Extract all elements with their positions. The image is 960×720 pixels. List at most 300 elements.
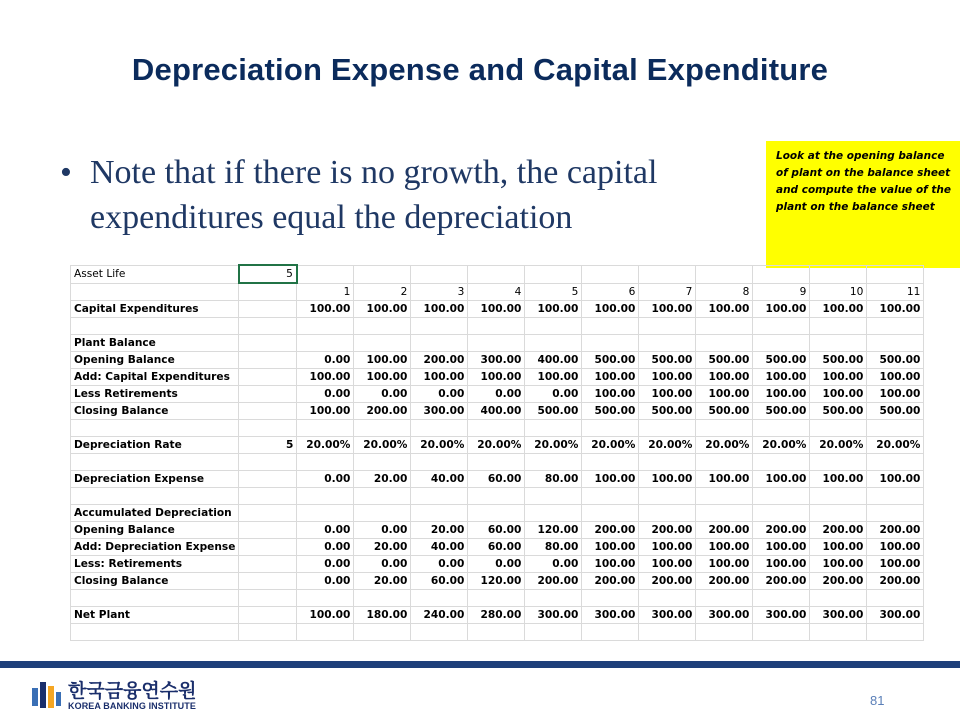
asset-life-label[interactable]: Asset Life [71, 265, 239, 283]
column-header-7[interactable]: 7 [639, 283, 696, 301]
spreadsheet-cell[interactable]: 0.00 [468, 386, 525, 403]
spreadsheet-cell[interactable] [354, 505, 411, 522]
spreadsheet-cell[interactable]: 500.00 [696, 403, 753, 420]
spreadsheet-cell[interactable]: 100.00 [297, 403, 354, 420]
spreadsheet-cell[interactable] [71, 283, 239, 301]
spreadsheet-row [71, 539, 924, 556]
spreadsheet-cell[interactable]: 100.00 [639, 471, 696, 488]
spreadsheet-cell[interactable]: 200.00 [639, 522, 696, 539]
spreadsheet-cell[interactable] [411, 590, 468, 607]
spreadsheet-cell[interactable] [810, 590, 867, 607]
spreadsheet-cell[interactable] [468, 454, 525, 471]
spreadsheet-cell[interactable]: 0.00 [354, 556, 411, 573]
spreadsheet-row [71, 488, 924, 505]
row-side-value[interactable] [239, 352, 297, 369]
spreadsheet-row [71, 369, 924, 386]
spreadsheet-cell[interactable] [696, 624, 753, 641]
spreadsheet-cell[interactable]: 100.00 [525, 301, 582, 318]
row-side-value[interactable] [239, 624, 297, 641]
spreadsheet-cell[interactable]: 280.00 [468, 607, 525, 624]
spreadsheet-row [71, 454, 924, 471]
spreadsheet-cell[interactable]: 100.00 [297, 301, 354, 318]
row-side-value[interactable] [239, 488, 297, 505]
logo-english-text: KOREA BANKING INSTITUTE [68, 701, 196, 711]
spreadsheet-cell[interactable] [696, 454, 753, 471]
spreadsheet-cell[interactable]: 100.00 [525, 369, 582, 386]
spreadsheet-cell[interactable]: 200.00 [696, 522, 753, 539]
spreadsheet-cell[interactable]: 200.00 [810, 573, 867, 590]
spreadsheet-cell[interactable] [297, 488, 354, 505]
spreadsheet-cell[interactable] [753, 454, 810, 471]
spreadsheet-cell[interactable]: 300.00 [753, 607, 810, 624]
spreadsheet-cell[interactable]: 20.00 [354, 573, 411, 590]
spreadsheet-cell[interactable]: 60.00 [468, 539, 525, 556]
spreadsheet-cell[interactable] [810, 335, 867, 352]
spreadsheet-cell[interactable] [525, 420, 582, 437]
row-label[interactable]: Less: Retirements [71, 556, 239, 573]
spreadsheet-cell[interactable] [639, 454, 696, 471]
spreadsheet-cell[interactable]: 100.00 [582, 369, 639, 386]
row-side-value[interactable] [239, 590, 297, 607]
logo-korean-text: 한국금융연수원 [68, 680, 197, 702]
spreadsheet-cell[interactable]: 100.00 [810, 471, 867, 488]
row-side-value[interactable] [239, 454, 297, 471]
spreadsheet-cell[interactable]: 20.00% [639, 437, 696, 454]
spreadsheet-cell[interactable]: 500.00 [639, 352, 696, 369]
spreadsheet-cell[interactable]: 100.00 [867, 556, 924, 573]
spreadsheet-row [71, 624, 924, 641]
spreadsheet-row [71, 318, 924, 335]
page-number: 81 [870, 693, 885, 708]
spreadsheet-cell[interactable] [753, 505, 810, 522]
spreadsheet-cell[interactable]: 0.00 [297, 539, 354, 556]
spreadsheet-cell[interactable] [354, 624, 411, 641]
spreadsheet-cell[interactable]: 0.00 [411, 556, 468, 573]
spreadsheet-cell[interactable]: 200.00 [753, 522, 810, 539]
spreadsheet-cell[interactable] [411, 454, 468, 471]
column-header-4[interactable]: 4 [468, 283, 525, 301]
spreadsheet-cell[interactable]: 500.00 [753, 352, 810, 369]
spreadsheet-cell[interactable] [468, 335, 525, 352]
spreadsheet-cell[interactable]: 500.00 [810, 403, 867, 420]
row-label[interactable]: Accumulated Depreciation [71, 505, 239, 522]
spreadsheet-cell[interactable]: 100.00 [810, 369, 867, 386]
spreadsheet-cell[interactable] [297, 505, 354, 522]
row-label[interactable]: Add: Depreciation Expense [71, 539, 239, 556]
spreadsheet-cell[interactable]: 0.00 [297, 573, 354, 590]
spreadsheet-cell[interactable] [639, 335, 696, 352]
spreadsheet-cell[interactable] [582, 335, 639, 352]
row-side-value[interactable]: 5 [239, 437, 297, 454]
spreadsheet-cell[interactable]: 100.00 [753, 556, 810, 573]
spreadsheet-cell[interactable] [867, 318, 924, 335]
spreadsheet-cell[interactable] [867, 335, 924, 352]
spreadsheet-cell[interactable]: 20.00% [867, 437, 924, 454]
spreadsheet-cell[interactable] [411, 335, 468, 352]
asset-life-input[interactable]: 5 [239, 265, 297, 283]
spreadsheet-cell[interactable] [354, 335, 411, 352]
spreadsheet-cell[interactable] [468, 488, 525, 505]
row-side-value[interactable] [239, 522, 297, 539]
spreadsheet-cell[interactable]: 500.00 [639, 403, 696, 420]
spreadsheet-cell[interactable]: 100.00 [867, 386, 924, 403]
spreadsheet-cell[interactable] [468, 590, 525, 607]
spreadsheet-cell[interactable] [696, 318, 753, 335]
spreadsheet-cell[interactable]: 100.00 [810, 301, 867, 318]
spreadsheet-row [71, 386, 924, 403]
column-header-5[interactable]: 5 [525, 283, 582, 301]
spreadsheet-cell[interactable] [696, 488, 753, 505]
spreadsheet-cell[interactable] [354, 488, 411, 505]
spreadsheet-cell[interactable] [411, 624, 468, 641]
spreadsheet-cell[interactable]: 500.00 [525, 403, 582, 420]
spreadsheet-cell[interactable] [525, 505, 582, 522]
spreadsheet-cell[interactable] [525, 318, 582, 335]
spreadsheet-cell[interactable] [639, 488, 696, 505]
logo-mark-icon [30, 678, 62, 712]
spreadsheet-cell[interactable]: 0.00 [297, 556, 354, 573]
spreadsheet-cell[interactable]: 100.00 [696, 471, 753, 488]
spreadsheet-cell[interactable] [867, 624, 924, 641]
spreadsheet-cell[interactable] [696, 420, 753, 437]
row-label[interactable]: Depreciation Expense [71, 471, 239, 488]
spreadsheet-cell[interactable]: 100.00 [696, 556, 753, 573]
spreadsheet-cell[interactable]: 400.00 [525, 352, 582, 369]
spreadsheet-cell[interactable]: 200.00 [867, 573, 924, 590]
spreadsheet-cell[interactable]: 0.00 [297, 386, 354, 403]
spreadsheet-cell[interactable] [810, 624, 867, 641]
spreadsheet-cell[interactable] [753, 335, 810, 352]
spreadsheet-row [71, 590, 924, 607]
column-header-2[interactable]: 2 [354, 283, 411, 301]
spreadsheet-cell[interactable]: 100.00 [297, 607, 354, 624]
spreadsheet-row [71, 505, 924, 522]
spreadsheet-cell[interactable]: 0.00 [525, 556, 582, 573]
spreadsheet-cell[interactable]: 80.00 [525, 539, 582, 556]
spreadsheet-cell[interactable] [582, 420, 639, 437]
spreadsheet-cell[interactable] [867, 420, 924, 437]
row-side-value[interactable] [239, 318, 297, 335]
spreadsheet-cell[interactable] [297, 590, 354, 607]
spreadsheet-cell[interactable] [582, 590, 639, 607]
spreadsheet-cell[interactable] [525, 454, 582, 471]
spreadsheet-cell[interactable]: 300.00 [696, 607, 753, 624]
spreadsheet-cell[interactable]: 0.00 [525, 386, 582, 403]
spreadsheet-cell[interactable] [468, 624, 525, 641]
spreadsheet-cell[interactable] [867, 505, 924, 522]
row-label[interactable]: Closing Balance [71, 403, 239, 420]
spreadsheet-cell[interactable] [696, 505, 753, 522]
spreadsheet-cell[interactable] [696, 335, 753, 352]
spreadsheet-cell[interactable]: 100.00 [582, 471, 639, 488]
spreadsheet-cell[interactable]: 200.00 [867, 522, 924, 539]
spreadsheet-cell[interactable]: 100.00 [354, 352, 411, 369]
spreadsheet-cell[interactable] [753, 488, 810, 505]
spreadsheet-cell[interactable]: 100.00 [810, 386, 867, 403]
spreadsheet-cell[interactable]: 100.00 [468, 369, 525, 386]
spreadsheet-cell[interactable] [810, 505, 867, 522]
row-label[interactable] [71, 420, 239, 437]
spreadsheet-cell[interactable]: 100.00 [810, 556, 867, 573]
spreadsheet-cell[interactable] [810, 454, 867, 471]
spreadsheet-cell[interactable]: 60.00 [468, 522, 525, 539]
spreadsheet-cell[interactable]: 80.00 [525, 471, 582, 488]
spreadsheet-cell[interactable]: 300.00 [525, 607, 582, 624]
spreadsheet-cell[interactable]: 500.00 [696, 352, 753, 369]
row-label[interactable]: Add: Capital Expenditures [71, 369, 239, 386]
spreadsheet-cell[interactable] [468, 420, 525, 437]
spreadsheet-cell[interactable]: 100.00 [354, 369, 411, 386]
spreadsheet-cell[interactable]: 200.00 [582, 522, 639, 539]
spreadsheet-body [71, 265, 924, 641]
spreadsheet-cell[interactable]: 100.00 [411, 301, 468, 318]
spreadsheet-cell[interactable]: 200.00 [411, 352, 468, 369]
spreadsheet-cell[interactable]: 240.00 [411, 607, 468, 624]
row-label[interactable]: Closing Balance [71, 573, 239, 590]
spreadsheet-cell[interactable] [582, 624, 639, 641]
spreadsheet-cell[interactable]: 500.00 [753, 403, 810, 420]
row-label[interactable] [71, 488, 239, 505]
column-header-1[interactable]: 1 [297, 283, 354, 301]
spreadsheet-cell[interactable]: 200.00 [582, 573, 639, 590]
row-side-value[interactable] [239, 556, 297, 573]
spreadsheet-cell[interactable]: 20.00 [411, 522, 468, 539]
row-label[interactable]: Net Plant [71, 607, 239, 624]
spreadsheet-cell[interactable] [639, 624, 696, 641]
spreadsheet-cell[interactable] [411, 420, 468, 437]
spreadsheet-cell[interactable]: 100.00 [867, 539, 924, 556]
spreadsheet-cell[interactable]: 120.00 [468, 573, 525, 590]
spreadsheet-cell[interactable] [867, 454, 924, 471]
row-label[interactable]: Plant Balance [71, 335, 239, 352]
spreadsheet-cell[interactable]: 20.00% [297, 437, 354, 454]
spreadsheet-cell[interactable] [468, 318, 525, 335]
spreadsheet-cell[interactable] [582, 488, 639, 505]
row-side-value[interactable] [239, 301, 297, 318]
spreadsheet-cell[interactable]: 100.00 [867, 369, 924, 386]
spreadsheet-cell[interactable] [582, 505, 639, 522]
spreadsheet-row [71, 335, 924, 352]
spreadsheet-cell[interactable]: 300.00 [867, 607, 924, 624]
spreadsheet-cell[interactable] [354, 318, 411, 335]
spreadsheet-cell[interactable]: 20.00 [354, 539, 411, 556]
spreadsheet-cell[interactable] [582, 318, 639, 335]
column-header-6[interactable]: 6 [582, 283, 639, 301]
row-label[interactable]: Capital Expenditures [71, 301, 239, 318]
spreadsheet-cell[interactable]: 200.00 [525, 573, 582, 590]
spreadsheet-cell[interactable]: 100.00 [696, 369, 753, 386]
spreadsheet-cell[interactable] [639, 318, 696, 335]
spreadsheet-cell[interactable] [867, 590, 924, 607]
spreadsheet-cell[interactable]: 100.00 [582, 539, 639, 556]
row-label[interactable] [71, 624, 239, 641]
spreadsheet-cell[interactable]: 60.00 [468, 471, 525, 488]
spreadsheet-cell[interactable]: 500.00 [582, 352, 639, 369]
spreadsheet-cell[interactable]: 100.00 [696, 386, 753, 403]
spreadsheet-cell[interactable]: 180.00 [354, 607, 411, 624]
spreadsheet-cell[interactable] [639, 420, 696, 437]
spreadsheet-cell[interactable]: 40.00 [411, 471, 468, 488]
spreadsheet-cell[interactable]: 100.00 [582, 386, 639, 403]
column-header-3[interactable]: 3 [411, 283, 468, 301]
spreadsheet-cell[interactable]: 500.00 [810, 352, 867, 369]
spreadsheet-cell[interactable] [810, 420, 867, 437]
spreadsheet-row-asset-life [71, 265, 924, 283]
spreadsheet-cell[interactable]: 0.00 [297, 352, 354, 369]
spreadsheet-cell[interactable] [639, 505, 696, 522]
spreadsheet-cell[interactable] [297, 420, 354, 437]
spreadsheet-cell[interactable]: 100.00 [582, 301, 639, 318]
spreadsheet-cell[interactable] [297, 318, 354, 335]
spreadsheet-cell[interactable]: 20.00% [753, 437, 810, 454]
spreadsheet-cell[interactable]: 120.00 [525, 522, 582, 539]
bullet-icon: • [60, 154, 72, 191]
row-side-value[interactable] [239, 420, 297, 437]
spreadsheet-cell[interactable] [468, 505, 525, 522]
spreadsheet-cell[interactable]: 0.00 [354, 386, 411, 403]
row-label[interactable] [71, 454, 239, 471]
spreadsheet-cell[interactable]: 300.00 [810, 607, 867, 624]
spreadsheet-cell[interactable]: 20.00% [525, 437, 582, 454]
spreadsheet-cell[interactable]: 100.00 [753, 369, 810, 386]
spreadsheet-cell[interactable]: 100.00 [582, 556, 639, 573]
spreadsheet-cell[interactable]: 100.00 [354, 301, 411, 318]
spreadsheet-cell[interactable]: 20.00% [354, 437, 411, 454]
spreadsheet-cell[interactable] [753, 590, 810, 607]
row-side-value[interactable] [239, 386, 297, 403]
spreadsheet-cell[interactable] [297, 624, 354, 641]
spreadsheet-cell[interactable] [354, 454, 411, 471]
spreadsheet-row [71, 420, 924, 437]
spreadsheet-cell[interactable]: 20.00% [810, 437, 867, 454]
row-label[interactable]: Depreciation Rate [71, 437, 239, 454]
spreadsheet-cell[interactable]: 100.00 [639, 301, 696, 318]
spreadsheet-cell[interactable]: 400.00 [468, 403, 525, 420]
spreadsheet-cell[interactable] [867, 488, 924, 505]
spreadsheet-cell[interactable]: 100.00 [753, 301, 810, 318]
spreadsheet-cell[interactable]: 0.00 [297, 471, 354, 488]
spreadsheet-cell[interactable]: 100.00 [867, 301, 924, 318]
row-side-value[interactable] [239, 403, 297, 420]
row-label[interactable]: Opening Balance [71, 352, 239, 369]
spreadsheet-cell[interactable]: 0.00 [468, 556, 525, 573]
spreadsheet-cell[interactable] [525, 624, 582, 641]
spreadsheet-cell[interactable]: 300.00 [468, 352, 525, 369]
spreadsheet-cell[interactable]: 500.00 [582, 403, 639, 420]
spreadsheet-cell[interactable]: 100.00 [753, 539, 810, 556]
spreadsheet-cell[interactable]: 100.00 [639, 386, 696, 403]
spreadsheet-cell[interactable] [753, 318, 810, 335]
column-header-8[interactable]: 8 [696, 283, 753, 301]
spreadsheet-row [71, 556, 924, 573]
spreadsheet-cell[interactable]: 20.00% [411, 437, 468, 454]
spreadsheet-cell[interactable]: 100.00 [297, 369, 354, 386]
spreadsheet-cell[interactable]: 200.00 [696, 573, 753, 590]
spreadsheet-cell[interactable]: 0.00 [411, 386, 468, 403]
spreadsheet-cell[interactable] [354, 590, 411, 607]
sticky-note: Look at the opening balance of plant on the balance sheet and compute the value of the plant on the balance sheet [766, 141, 960, 268]
row-label[interactable] [71, 590, 239, 607]
spreadsheet-cell[interactable]: 200.00 [753, 573, 810, 590]
spreadsheet-cell[interactable] [810, 488, 867, 505]
spreadsheet-cell[interactable] [239, 283, 297, 301]
spreadsheet-cell[interactable]: 200.00 [354, 403, 411, 420]
spreadsheet-cell[interactable]: 100.00 [753, 386, 810, 403]
row-side-value[interactable] [239, 471, 297, 488]
spreadsheet-cell[interactable]: 0.00 [297, 522, 354, 539]
column-header-10[interactable]: 10 [810, 283, 867, 301]
spreadsheet-cell[interactable] [525, 488, 582, 505]
row-label[interactable]: Opening Balance [71, 522, 239, 539]
spreadsheet-cell[interactable] [525, 590, 582, 607]
korea-banking-institute-logo [30, 676, 220, 716]
row-label[interactable]: Less Retirements [71, 386, 239, 403]
spreadsheet-cell[interactable]: 300.00 [639, 607, 696, 624]
spreadsheet-row [71, 573, 924, 590]
spreadsheet-cell[interactable] [753, 624, 810, 641]
spreadsheet-cell[interactable]: 500.00 [867, 403, 924, 420]
spreadsheet-cell[interactable] [753, 420, 810, 437]
spreadsheet-cell[interactable]: 60.00 [411, 573, 468, 590]
spreadsheet-cell[interactable]: 300.00 [411, 403, 468, 420]
spreadsheet-cell[interactable]: 500.00 [867, 352, 924, 369]
spreadsheet-cell[interactable]: 100.00 [753, 471, 810, 488]
row-side-value[interactable] [239, 539, 297, 556]
spreadsheet-cell[interactable] [411, 505, 468, 522]
row-side-value[interactable] [239, 573, 297, 590]
spreadsheet-cell[interactable]: 100.00 [468, 301, 525, 318]
row-side-value[interactable] [239, 335, 297, 352]
spreadsheet-cell[interactable]: 100.00 [696, 301, 753, 318]
spreadsheet-cell[interactable]: 20.00 [354, 471, 411, 488]
spreadsheet-row [71, 437, 924, 454]
spreadsheet-cell[interactable]: 100.00 [696, 539, 753, 556]
spreadsheet-cell[interactable] [696, 590, 753, 607]
row-side-value[interactable] [239, 369, 297, 386]
spreadsheet-row [71, 352, 924, 369]
spreadsheet-row [71, 403, 924, 420]
spreadsheet-cell[interactable] [411, 488, 468, 505]
spreadsheet-cell[interactable] [525, 335, 582, 352]
spreadsheet-cell[interactable]: 300.00 [582, 607, 639, 624]
column-header-11[interactable]: 11 [867, 283, 924, 301]
spreadsheet-cell[interactable]: 20.00% [468, 437, 525, 454]
row-side-value[interactable] [239, 505, 297, 522]
spreadsheet-cell[interactable]: 100.00 [867, 471, 924, 488]
row-side-value[interactable] [239, 607, 297, 624]
spreadsheet-cell[interactable] [639, 590, 696, 607]
spreadsheet-cell[interactable] [582, 454, 639, 471]
spreadsheet-cell[interactable]: 100.00 [639, 539, 696, 556]
spreadsheet-cell[interactable]: 40.00 [411, 539, 468, 556]
spreadsheet-cell[interactable]: 20.00% [582, 437, 639, 454]
spreadsheet-cell[interactable]: 200.00 [810, 522, 867, 539]
spreadsheet-cell[interactable]: 100.00 [639, 369, 696, 386]
spreadsheet-cell[interactable] [354, 420, 411, 437]
spreadsheet-cell[interactable]: 0.00 [354, 522, 411, 539]
column-header-9[interactable]: 9 [753, 283, 810, 301]
row-label[interactable] [71, 318, 239, 335]
spreadsheet-cell[interactable] [297, 335, 354, 352]
spreadsheet-cell[interactable]: 100.00 [411, 369, 468, 386]
spreadsheet-cell[interactable] [297, 454, 354, 471]
spreadsheet-cell[interactable]: 20.00% [696, 437, 753, 454]
spreadsheet-cell[interactable]: 200.00 [639, 573, 696, 590]
spreadsheet-cell[interactable] [810, 318, 867, 335]
spreadsheet-cell[interactable]: 100.00 [639, 556, 696, 573]
spreadsheet-cell[interactable]: 100.00 [810, 539, 867, 556]
spreadsheet-cell[interactable] [411, 318, 468, 335]
